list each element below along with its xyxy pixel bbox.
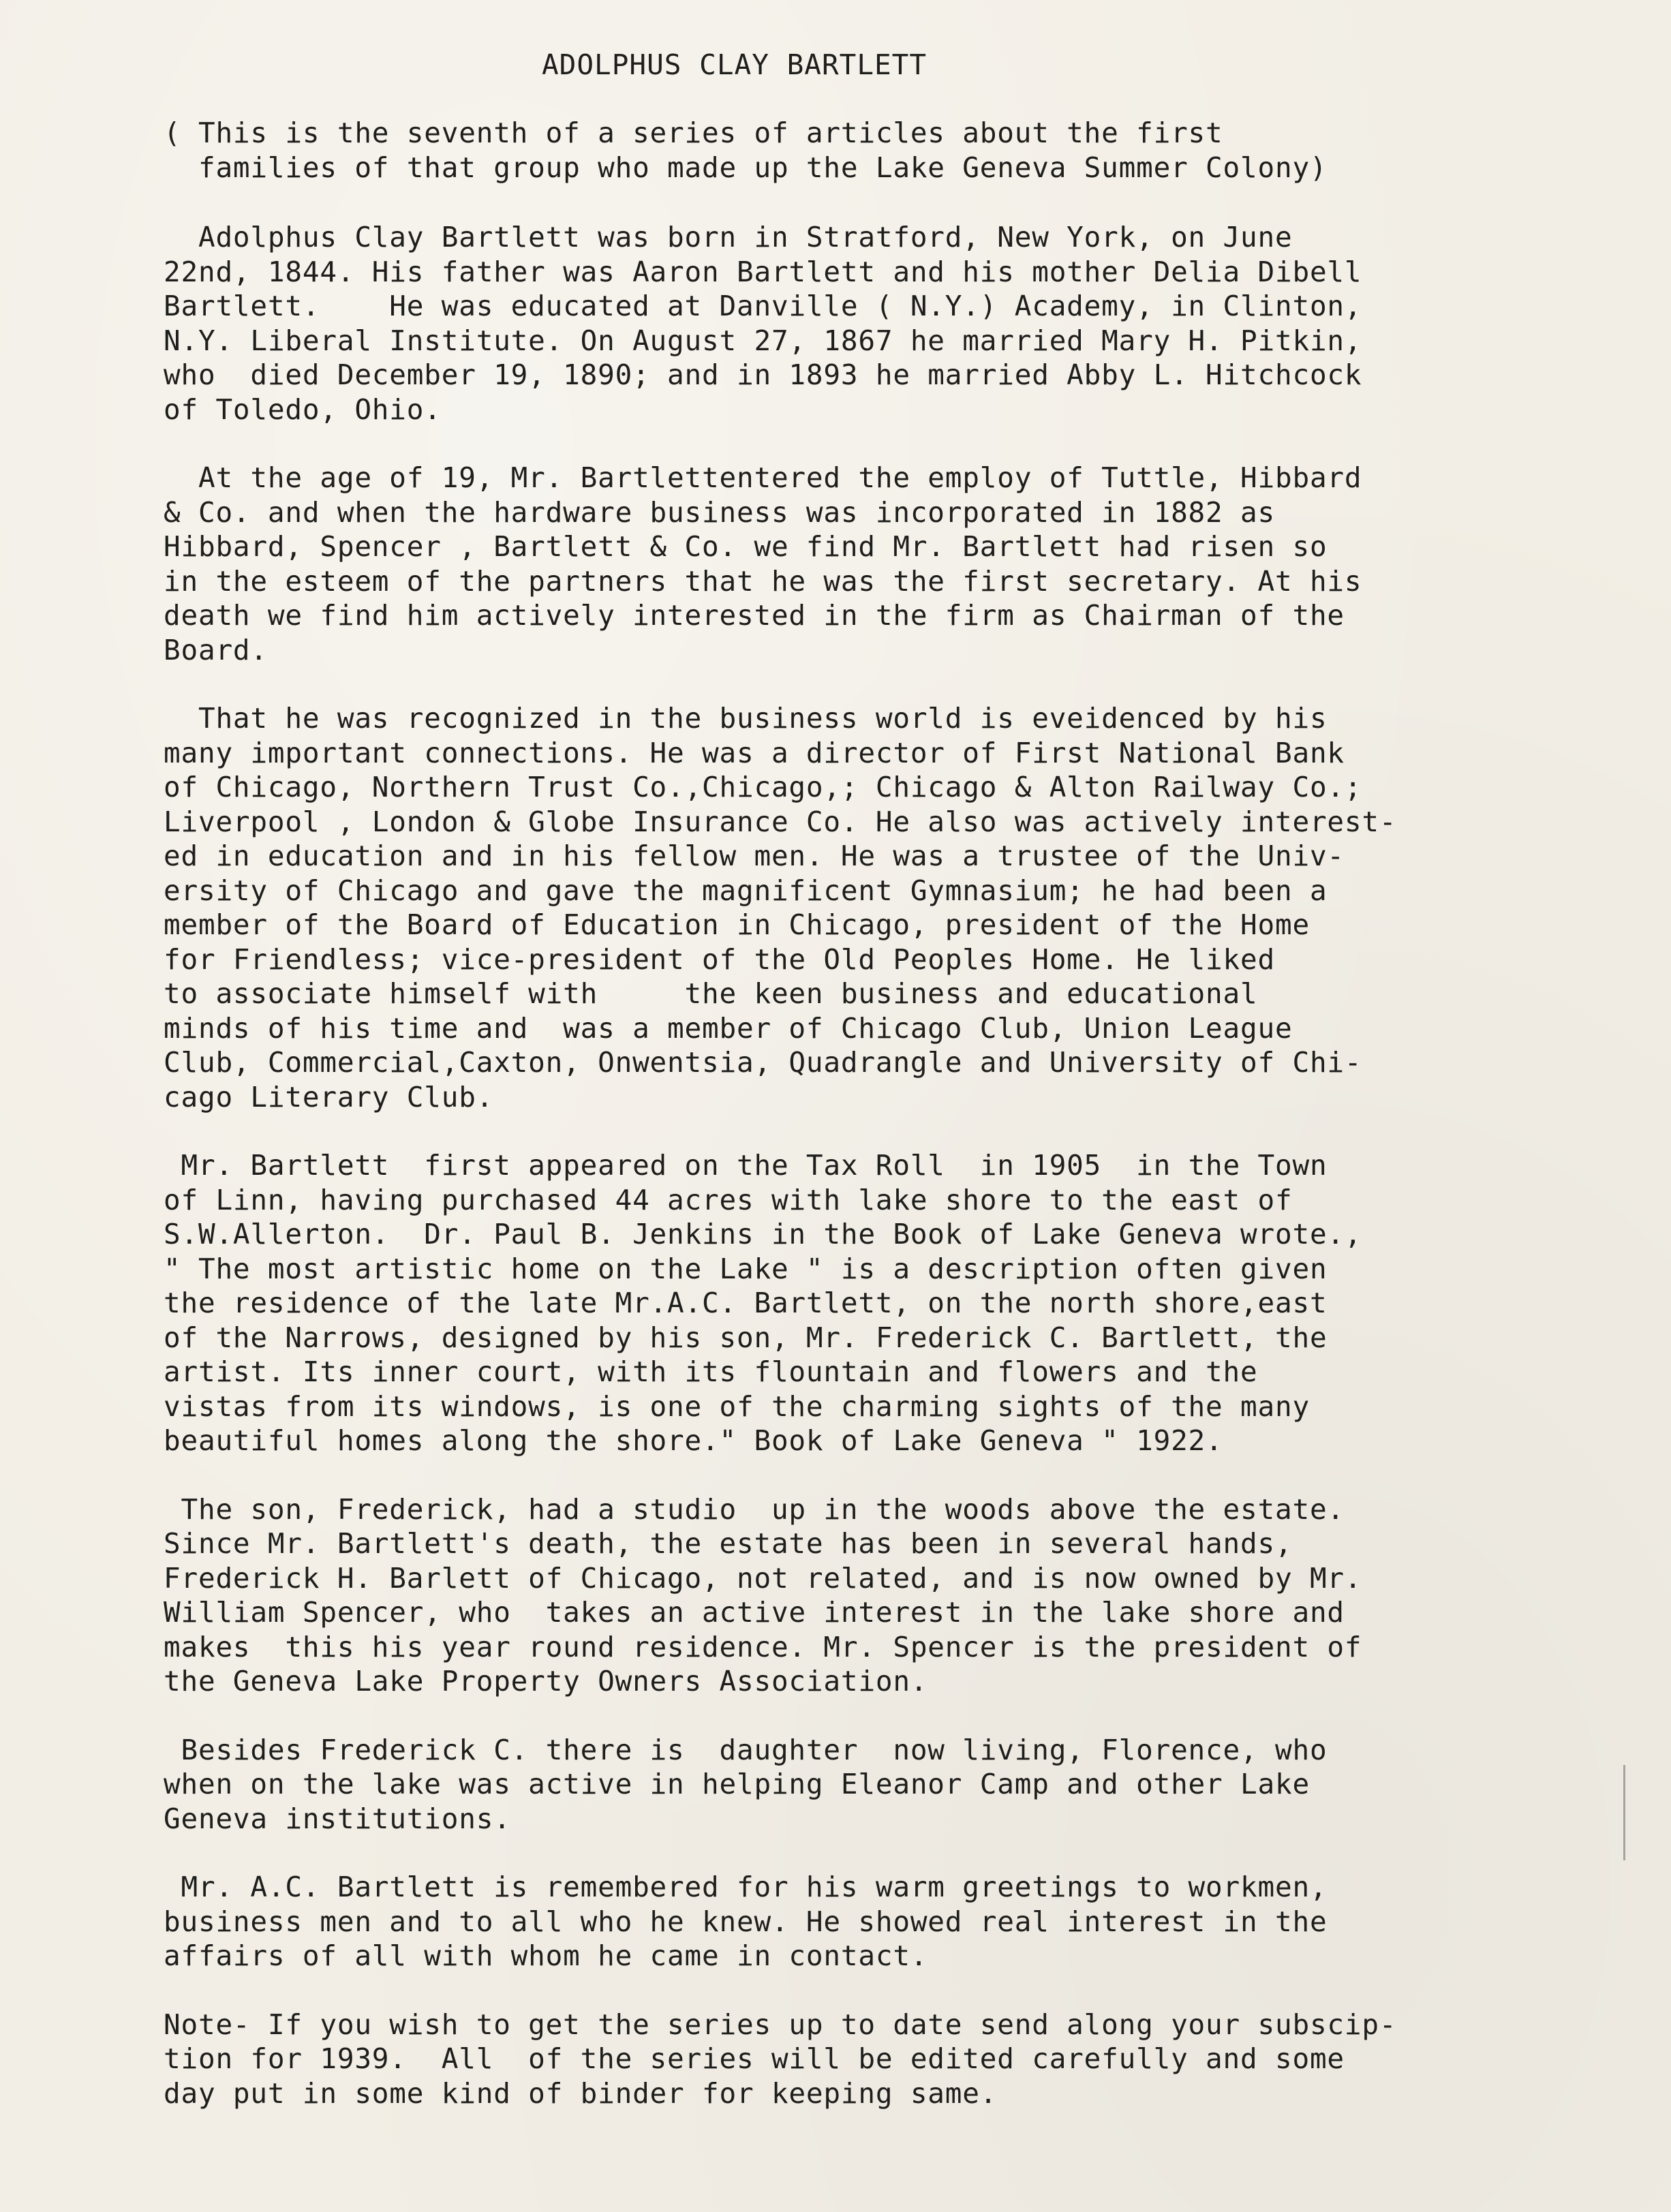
text-line: of the Narrows, designed by his son, Mr. Frederick C. Bartlett, the bbox=[164, 1321, 1328, 1354]
text-line: the residence of the late Mr.A.C. Bartlett, on the north shore,east bbox=[164, 1287, 1328, 1319]
text-line: when on the lake was active in helping Eleanor Camp and other Lake bbox=[164, 1768, 1310, 1800]
text-line: beautiful homes along the shore." Book of Lake Geneva " 1922. bbox=[164, 1424, 1223, 1457]
text-line: cago Literary Club. bbox=[164, 1080, 494, 1113]
article-paragraph bbox=[164, 1148, 1540, 1458]
text-line: the Geneva Lake Property Owners Association. bbox=[164, 1665, 928, 1698]
text-line: of Linn, having purchased 44 acres with lake shore to the east of bbox=[164, 1183, 1293, 1216]
text-line: Liverpool , London & Globe Insurance Co. He also was actively interest- bbox=[164, 805, 1397, 838]
text-line: member of the Board of Education in Chicago, president of the Home bbox=[164, 908, 1310, 941]
text-line: vistas from its windows, is one of the charming sights of the many bbox=[164, 1389, 1310, 1423]
text-line: in the esteem of the partners that he was the first secretary. At his bbox=[164, 564, 1362, 598]
text-line: S.W.Allerton. Dr. Paul B. Jenkins in the Book of Lake Geneva wrote., bbox=[164, 1218, 1362, 1250]
text-line: business men and to all who he knew. He showed real interest in the bbox=[164, 1905, 1328, 1938]
margin-mark bbox=[1623, 1765, 1625, 1860]
text-line: for Friendless; vice-president of the Old Peoples Home. He liked bbox=[164, 942, 1275, 976]
text-line: & Co. and when the hardware business was incorporated in 1882 as bbox=[164, 495, 1275, 529]
text-line: Geneva institutions. bbox=[164, 1802, 511, 1835]
article-paragraph bbox=[164, 1870, 1540, 1973]
text-line: " The most artistic home on the Lake " is a description often given bbox=[164, 1252, 1328, 1285]
article-paragraph bbox=[164, 1492, 1540, 1699]
text-line: Frederick H. Barlett of Chicago, not related, and is now owned by Mr. bbox=[164, 1561, 1362, 1595]
text-line: day put in some kind of binder for keeping same. bbox=[164, 2076, 998, 2110]
text-line: to associate himself with the keen business and educational bbox=[164, 977, 1258, 1010]
text-line: who died December 19, 1890; and in 1893 he married Abby L. Hitchcock bbox=[164, 358, 1362, 391]
text-line: Board. bbox=[164, 633, 268, 666]
text-line: Hibbard, Spencer , Bartlett & Co. we find Mr. Bartlett had risen so bbox=[164, 530, 1328, 563]
text-line: ( This is the seventh of a series of articles about the first bbox=[164, 117, 1223, 149]
article-paragraph bbox=[164, 461, 1540, 667]
text-line: Adolphus Clay Bartlett was born in Stratford, New York, on June bbox=[164, 221, 1293, 254]
text-line: tion for 1939. All of the series will be edited carefully and some bbox=[164, 2042, 1345, 2075]
series-note-paragraph bbox=[164, 116, 1540, 185]
article-paragraph bbox=[164, 1733, 1540, 1837]
text-line: 22nd, 1844. His father was Aaron Bartlett and his mother Delia Dibell bbox=[164, 255, 1362, 288]
text-line: Mr. Bartlett first appeared on the Tax Roll in 1905 in the Town bbox=[164, 1149, 1328, 1182]
text-line: N.Y. Liberal Institute. On August 27, 1867 he married Mary H. Pitkin, bbox=[164, 324, 1362, 357]
text-line: of Toledo, Ohio. bbox=[164, 393, 442, 426]
text-line: That he was recognized in the business world is eveidenced by his bbox=[164, 702, 1328, 735]
text-line: minds of his time and was a member of Chicago Club, Union League bbox=[164, 1011, 1293, 1045]
text-line: ersity of Chicago and gave the magnificent Gymnasium; he had been a bbox=[164, 874, 1328, 907]
text-line: Mr. A.C. Bartlett is remembered for his warm greetings to workmen, bbox=[164, 1871, 1328, 1903]
text-line: At the age of 19, Mr. Bartlettentered the employ of Tuttle, Hibbard bbox=[164, 461, 1362, 494]
text-line: death we find him actively interested in the firm as Chairman of the bbox=[164, 599, 1345, 632]
article-title: ADOLPHUS CLAY BARTLETT bbox=[542, 48, 928, 81]
text-line: Club, Commercial,Caxton, Onwentsia, Quadrangle and University of Chi- bbox=[164, 1046, 1362, 1079]
article-paragraph bbox=[164, 2008, 1540, 2111]
article-body bbox=[164, 116, 1540, 2110]
text-line: ed in education and in his fellow men. He was a trustee of the Univ- bbox=[164, 840, 1345, 872]
text-line: William Spencer, who takes an active interest in the lake shore and bbox=[164, 1596, 1345, 1629]
typed-article bbox=[164, 48, 1540, 2145]
text-line: Note- If you wish to get the series up to date send along your subscip- bbox=[164, 2008, 1397, 2041]
text-line: families of that group who made up the Lake Geneva Summer Colony) bbox=[164, 151, 1328, 184]
text-line: Since Mr. Bartlett's death, the estate has been in several hands, bbox=[164, 1527, 1293, 1560]
text-line: makes this his year round residence. Mr. Spencer is the president of bbox=[164, 1630, 1362, 1663]
text-line: Besides Frederick C. there is daughter now living, Florence, who bbox=[164, 1733, 1328, 1766]
article-paragraph bbox=[164, 220, 1540, 427]
article-paragraph bbox=[164, 701, 1540, 1114]
text-line: The son, Frederick, had a studio up in the woods above the estate. bbox=[164, 1492, 1345, 1526]
text-line: artist. Its inner court, with its flountain and flowers and the bbox=[164, 1355, 1258, 1388]
text-line: of Chicago, Northern Trust Co.,Chicago,; Chicago & Alton Railway Co.; bbox=[164, 771, 1362, 803]
text-line: many important connections. He was a director of First National Bank bbox=[164, 736, 1345, 769]
text-line: affairs of all with whom he came in contact. bbox=[164, 1939, 928, 1972]
text-line: Bartlett. He was educated at Danville ( N.Y.) Academy, in Clinton, bbox=[164, 290, 1362, 322]
